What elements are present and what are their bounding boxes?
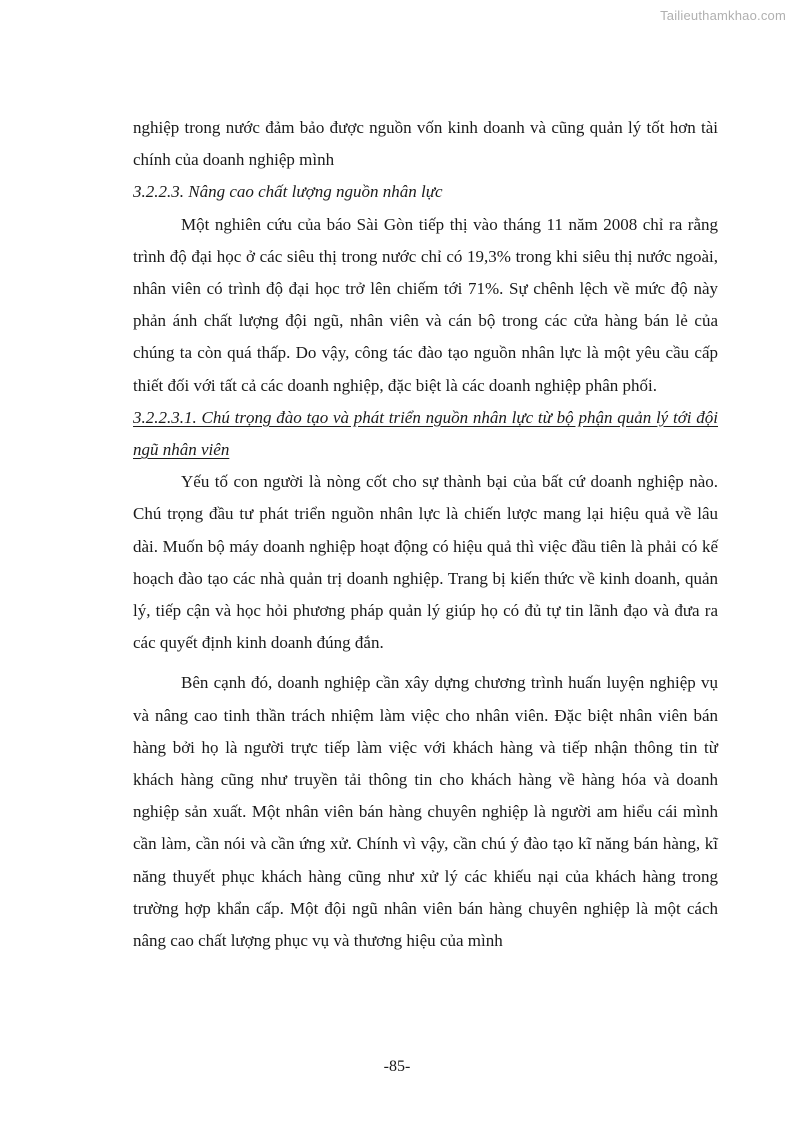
page-number: -85- — [383, 1058, 411, 1075]
paragraph-intro: nghiệp trong nước đảm bảo được nguồn vốn kinh doanh và cũng quản lý tốt hơn tài chính của doanh nghiệp mình — [133, 118, 718, 170]
paragraph-human-factor: Yếu tố con người là nòng cốt cho sự thành bại của bất cứ doanh nghiệp nào. Chú trọng đầu tư phát triển nguồn nhân lực là chiến lược mang lại hiệu quả về lâu dài. Muốn bộ máy doanh nghiệp hoạt động có hiệu quả thì việc đầu tiên là phải có kế hoạch đào tạo các nhà quản trị doanh nghiệp. Trang bị kiến thức về kinh doanh, quản lý, tiếp cận và học hỏi phương pháp quản lý giúp họ có đủ tự tin lãnh đạo và đưa ra các quyết định kinh doanh đúng đắn. — [133, 472, 718, 653]
section-heading: 3.2.2.3. Nâng cao chất lượng nguồn nhân lực — [133, 182, 443, 202]
watermark: Tailieuthamkhao.com — [660, 8, 786, 23]
subsection-heading: 3.2.2.3.1. Chú trọng đào tạo và phát triển nguồn nhân lực từ bộ phận quản lý tới đội ngũ nhân viên — [133, 407, 718, 460]
paragraph-research: Một nghiên cứu của báo Sài Gòn tiếp thị vào tháng 11 năm 2008 chỉ ra rằng trình độ đại học ở các siêu thị trong nước chỉ có 19,3% trong khi siêu thị nước ngoài, nhân viên có trình độ đại học trở lên chiếm tới 71%. Sự chênh lệch về mức độ này phản ánh chất lượng đội ngũ, nhân viên và cán bộ trong các cửa hàng bán lẻ của chúng ta còn quá thấp. Do vậy, công tác đào tạo nguồn nhân lực là một yêu cầu cấp thiết đối với tất cả các doanh nghiệp, đặc biệt là các doanh nghiệp phân phối. — [133, 214, 718, 395]
document-body — [133, 112, 718, 957]
paragraph-training: Bên cạnh đó, doanh nghiệp cần xây dựng chương trình huấn luyện nghiệp vụ và nâng cao tinh thần trách nhiệm làm việc cho nhân viên. Đặc biệt nhân viên bán hàng bởi họ là người trực tiếp làm việc với khách hàng và tiếp nhận thông tin từ khách hàng cũng như truyền tải thông tin cho khách hàng về hàng hóa và doanh nghiệp sản xuất. Một nhân viên bán hàng chuyên nghiệp là người am hiểu cái mình cần làm, cần nói và cần ứng xử. Chính vì vậy, cần chú ý đào tạo kĩ năng bán hàng, kĩ năng thuyết phục khách hàng cũng như xử lý các khiếu nại của khách hàng trong trường hợp khẩn cấp. Một đội ngũ nhân viên bán hàng chuyên nghiệp là một cách nâng cao chất lượng phục vụ và thương hiệu của mình — [133, 673, 718, 951]
